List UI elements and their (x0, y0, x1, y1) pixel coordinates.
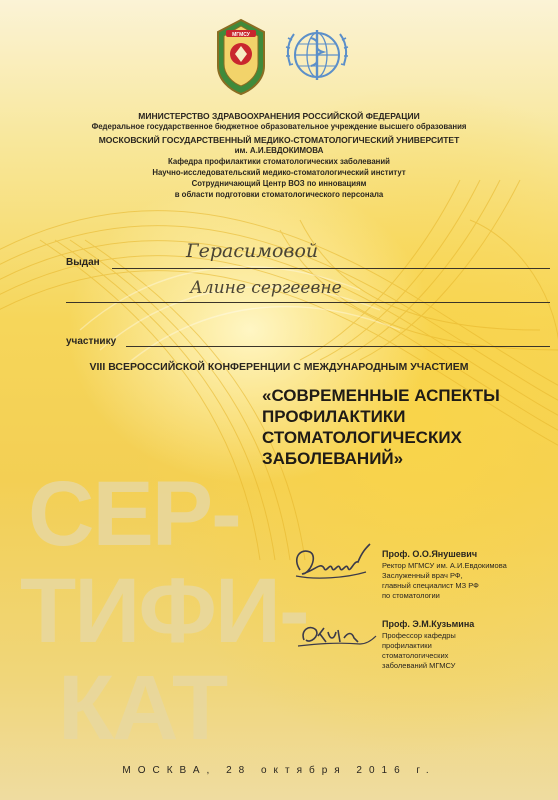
who-emblem-icon (284, 24, 350, 86)
institution-type: Федеральное государственное бюджетное образовательное учреждение высшего образования (91, 122, 467, 131)
conference-topic-line-4: ЗАБОЛЕВАНИЙ» (262, 449, 404, 468)
ministry-title: МИНИСТЕРСТВО ЗДРАВООХРАНЕНИЯ РОССИЙСКОЙ ФЕДЕРАЦИИ (138, 111, 420, 121)
emblems-row (0, 18, 558, 108)
department-name: Кафедра профилактики стоматологических заболеваний (168, 157, 390, 166)
certificate-watermark-line-1: СЕР- (28, 463, 240, 565)
signature-kuzmina (296, 618, 380, 658)
signatory-1-name: Проф. О.О.Янушевич (382, 549, 478, 559)
participant-underline (126, 346, 550, 347)
who-center-name: Сотрудничающий Центр ВОЗ по инновациям (191, 179, 367, 188)
certificate-watermark-line-3: КАТ (58, 657, 227, 759)
place-and-date: МОСКВА, 28 октября 2016 г. (122, 765, 436, 776)
conference-name: VIII ВСЕРОССИЙСКОЙ КОНФЕРЕНЦИИ С МЕЖДУНАРОДНЫМ УЧАСТИЕМ (89, 361, 469, 373)
signatory-1-title-2: Заслуженный врач РФ, (382, 571, 463, 580)
conference-topic-line-2: ПРОФИЛАКТИКИ (262, 407, 406, 426)
recipient-surname: Герасимовой (186, 240, 319, 262)
signatory-2-title-4: заболеваний МГМСУ (382, 661, 456, 670)
signatory-1-title-4: по стоматологии (382, 591, 440, 600)
who-center-area: в области подготовки стоматологического персонала (174, 190, 384, 199)
university-named-after: им. А.И.ЕВДОКИМОВА (234, 146, 324, 155)
signatory-2-title-1: Профессор кафедры (382, 631, 456, 640)
given-name-underline (66, 302, 550, 303)
signatory-2-title-3: стоматологических (382, 651, 449, 660)
certificate-watermark-line-2: ТИФИ- (20, 560, 308, 662)
signatory-2-title-2: профилактики (382, 641, 432, 650)
university-name: МОСКОВСКИЙ ГОСУДАРСТВЕННЫЙ МЕДИКО-СТОМАТОЛОГИЧЕСКИЙ УНИВЕРСИТЕТ (98, 135, 460, 145)
surname-underline (112, 268, 550, 269)
institute-name: Научно-исследовательский медико-стоматологический институт (152, 168, 406, 177)
signatory-1-title-3: главный специалист МЗ РФ (382, 581, 479, 590)
conference-topic-line-1: «СОВРЕМЕННЫЕ АСПЕКТЫ (262, 386, 500, 405)
recipient-given-name: Алине сергеевне (190, 278, 342, 298)
signatory-2-name: Проф. Э.М.Кузьмина (382, 619, 475, 629)
issued-label: Выдан (66, 257, 100, 268)
university-emblem-icon (214, 18, 268, 96)
conference-topic-line-3: СТОМАТОЛОГИЧЕСКИХ (262, 428, 462, 447)
participant-label: участнику (66, 336, 117, 347)
signatory-1-title-1: Ректор МГМСУ им. А.И.Евдокимова (382, 561, 507, 570)
signature-yanushevich (286, 540, 376, 588)
svg-text:МГМСУ: МГМСУ (232, 32, 250, 38)
